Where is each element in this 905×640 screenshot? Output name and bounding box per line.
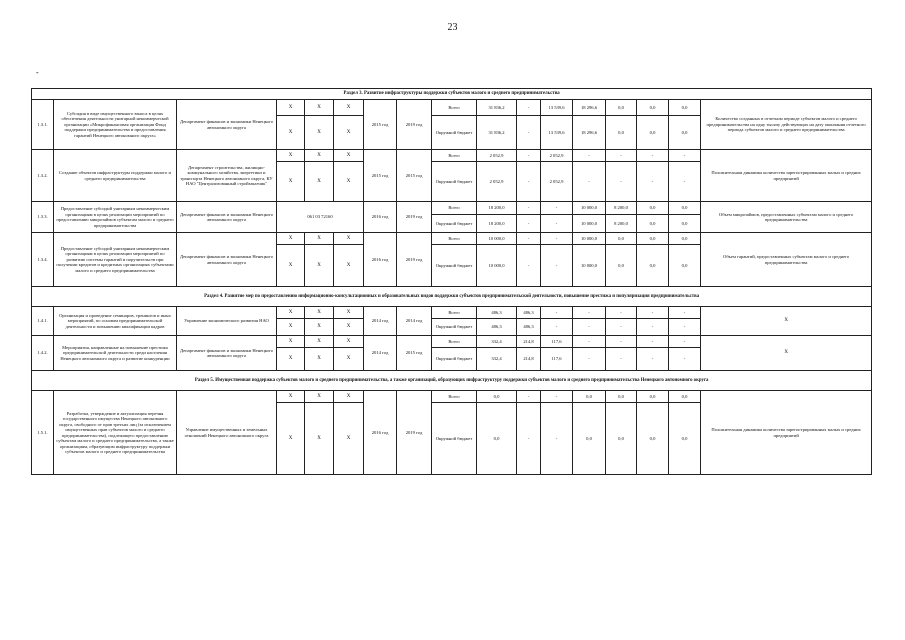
- value-cell: 10 000,0: [477, 233, 517, 245]
- value-cell: -: [606, 307, 637, 319]
- table-row: [32, 233, 872, 245]
- value-cell: -: [573, 348, 606, 371]
- executor: Департамент финансов и экономики Ненецкого автономного округа: [177, 336, 277, 371]
- code-x: X: [305, 162, 334, 202]
- row-number: 1.3.2.: [32, 150, 54, 202]
- value-cell: 10 000,0: [477, 245, 517, 287]
- page-number: 23: [447, 22, 458, 33]
- code-x: X: [334, 233, 364, 245]
- activity-name: Мероприятия, направленные на повышение престижа предпринимательской деятельности среди населения Ненецкого автономного округа и развитие конкуренции: [54, 336, 177, 371]
- code-x: X: [334, 336, 364, 348]
- value-cell: 0,0: [606, 100, 637, 116]
- code-x: X: [305, 348, 334, 371]
- value-cell: 0,0: [606, 391, 637, 403]
- funding-source-total: Всего: [432, 150, 477, 162]
- row-number: 1.4.2.: [32, 336, 54, 371]
- value-cell: -: [669, 150, 701, 162]
- code-x: X: [334, 162, 364, 202]
- executor: Департамент финансов и экономики Ненецкого автономного округа: [177, 100, 277, 150]
- value-cell: 18 296,6: [573, 116, 606, 150]
- funding-source-total: Всего: [432, 391, 477, 403]
- code-x: X: [334, 403, 364, 475]
- expected-result: Объем гарантий, предоставленных субъектам малого и среднего предпринимательства: [701, 233, 872, 287]
- value-cell: -: [517, 202, 541, 215]
- value-cell: 0,0: [669, 202, 701, 215]
- value-cell: -: [669, 336, 701, 348]
- value-cell: 0,0: [606, 245, 637, 287]
- funding-source-total: Всего: [432, 202, 477, 215]
- value-cell: 332,4: [477, 336, 517, 348]
- value-cell: -: [573, 336, 606, 348]
- value-cell: 0,0: [637, 391, 669, 403]
- funding-source-budget: Окружной бюджет: [432, 215, 477, 233]
- code-x: X: [334, 307, 364, 319]
- value-cell: -: [606, 319, 637, 336]
- start-year: 2016 год: [364, 233, 397, 287]
- end-year: 2014 год: [397, 307, 432, 336]
- value-cell: 0,0: [669, 245, 701, 287]
- code-x: X: [334, 245, 364, 287]
- table-row: [32, 100, 872, 116]
- code-x: X: [334, 116, 364, 150]
- start-year: 2016 год: [364, 202, 397, 233]
- end-year: 2019 год: [397, 100, 432, 150]
- start-year: 2014 год: [364, 336, 397, 371]
- executor: Департамент финансов и экономики Ненецкого автономного округа: [177, 202, 277, 233]
- value-cell: 486,3: [477, 319, 517, 336]
- value-cell: 2 052,9: [477, 150, 517, 162]
- code-x: X: [277, 336, 305, 348]
- code-x: X: [277, 245, 305, 287]
- funding-source-total: Всего: [432, 100, 477, 116]
- row-number: 1.3.4.: [32, 233, 54, 287]
- value-cell: -: [517, 116, 541, 150]
- value-cell: 214,8: [517, 336, 541, 348]
- end-year: 2015 год: [397, 150, 432, 202]
- budget-code: 061 03 72160: [277, 202, 364, 233]
- activity-name: Создание объектов инфраструктуры поддержки малого и среднего предпринимательства: [54, 150, 177, 202]
- funding-source-budget: Окружной бюджет: [432, 245, 477, 287]
- value-cell: -: [517, 215, 541, 233]
- value-cell: -: [669, 319, 701, 336]
- code-x: X: [277, 391, 305, 403]
- table-row: [32, 336, 872, 348]
- table-row: [32, 391, 872, 403]
- value-cell: 0,0: [669, 215, 701, 233]
- code-x: X: [305, 245, 334, 287]
- code-x: X: [277, 150, 305, 162]
- end-year: 2019 год: [397, 202, 432, 233]
- table-row: [32, 307, 872, 319]
- value-cell: 0,0: [669, 116, 701, 150]
- value-cell: -: [637, 348, 669, 371]
- code-x: X: [305, 403, 334, 475]
- funding-source-budget: Окружной бюджет: [432, 319, 477, 336]
- code-x: X: [305, 391, 334, 403]
- value-cell: 0,0: [606, 116, 637, 150]
- start-year: 2015 год: [364, 100, 397, 150]
- value-cell: -: [541, 215, 573, 233]
- row-number: 1.4.1.: [32, 307, 54, 336]
- value-cell: -: [669, 348, 701, 371]
- value-cell: -: [517, 245, 541, 287]
- code-x: X: [334, 348, 364, 371]
- executor: Управление имущественных и земельных отношений Ненецкого автономного округа: [177, 391, 277, 475]
- executor: Департамент строительства, жилищно-коммунального хозяйства, энергетики и транспорта Ненецкого автономного округа, КУ НАО "Централизованный стройзаказчик": [177, 150, 277, 202]
- value-cell: 31 836,2: [477, 116, 517, 150]
- code-x: X: [277, 348, 305, 371]
- value-cell: 0,0: [637, 116, 669, 150]
- value-cell: -: [669, 307, 701, 319]
- start-year: 2016 год: [364, 391, 397, 475]
- value-cell: 0,0: [573, 403, 606, 475]
- code-x: X: [277, 233, 305, 245]
- value-cell: 0,0: [606, 403, 637, 475]
- value-cell: -: [541, 391, 573, 403]
- table-row: [32, 202, 872, 215]
- table-row: [32, 150, 872, 162]
- value-cell: -: [573, 150, 606, 162]
- end-year: 2019 год: [397, 391, 432, 475]
- row-number: 1.3.3.: [32, 202, 54, 233]
- expected-result: X: [701, 336, 872, 371]
- value-cell: -: [541, 319, 573, 336]
- value-cell: -: [517, 391, 541, 403]
- value-cell: 0,0: [669, 233, 701, 245]
- value-cell: -: [517, 100, 541, 116]
- value-cell: 2 052,9: [541, 162, 573, 202]
- value-cell: 10 000,0: [573, 215, 606, 233]
- value-cell: 0,0: [477, 403, 517, 475]
- value-cell: 0,0: [606, 233, 637, 245]
- end-year: 2015 год: [397, 336, 432, 371]
- value-cell: 10 000,0: [573, 245, 606, 287]
- section-5-title: Раздел 5. Имущественная поддержка субъектов малого и среднего предпринимательства, а также организаций, образующих инфраструктуру поддержки субъектов малого и среднего предпринимательства Ненецкого автономного округа: [32, 371, 872, 391]
- section-4-title: Раздел 4. Развитие мер по предоставлению информационно-консультационных и образовательных видов поддержки субъектов предпринимательской деятельности, повышение престижа и популяризация предпринимательства: [32, 287, 872, 307]
- activity-name: Субсидия в виде имущественного взноса в целях обеспечения деятельности унитарной некоммерческой организации «Микрофинансовая организация Фонд поддержки предпринимательства и предоставления гарантий Ненецкого автономного округа»: [54, 100, 177, 150]
- value-cell: 0,0: [669, 100, 701, 116]
- code-x: X: [334, 100, 364, 116]
- value-cell: 13 539,6: [541, 100, 573, 116]
- funding-source-total: Всего: [432, 307, 477, 319]
- value-cell: 8 200,0: [606, 215, 637, 233]
- value-cell: -: [517, 233, 541, 245]
- value-cell: 0,0: [637, 100, 669, 116]
- value-cell: 18 200,0: [477, 202, 517, 215]
- value-cell: 18 200,0: [477, 215, 517, 233]
- value-cell: 0,0: [669, 403, 701, 475]
- code-x: X: [334, 319, 364, 336]
- value-cell: -: [669, 162, 701, 202]
- value-cell: 0,0: [637, 215, 669, 233]
- code-x: X: [277, 116, 305, 150]
- value-cell: -: [573, 162, 606, 202]
- funding-source-budget: Окружной бюджет: [432, 162, 477, 202]
- value-cell: 214,8: [517, 348, 541, 371]
- expected-result: X: [701, 307, 872, 336]
- value-cell: 0,0: [637, 202, 669, 215]
- value-cell: 0,0: [477, 391, 517, 403]
- expected-result: Положительная динамика количества зарегистрированных малых и средних предприятий: [701, 391, 872, 475]
- value-cell: -: [606, 150, 637, 162]
- value-cell: -: [637, 307, 669, 319]
- code-x: X: [277, 403, 305, 475]
- value-cell: 117,6: [541, 336, 573, 348]
- value-cell: 486,3: [517, 307, 541, 319]
- value-cell: -: [606, 336, 637, 348]
- value-cell: -: [637, 336, 669, 348]
- value-cell: 332,4: [477, 348, 517, 371]
- value-cell: -: [637, 150, 669, 162]
- section-3-title: Раздел 3. Развитие инфраструктуры поддержки субъектов малого и среднего предпринимательства: [32, 89, 872, 100]
- value-cell: -: [541, 245, 573, 287]
- activity-name: Предоставление субсидий унитарным некоммерческим организациям в целях реализации мероприятий по предоставлению микрозаймов субъектам малого и среднего предпринимательства: [54, 202, 177, 233]
- value-cell: 8 200,0: [606, 202, 637, 215]
- value-cell: -: [637, 319, 669, 336]
- expected-result: Количество созданных в отчетном периоде субъектов малого и среднего предпринимательства на одну тысячу действующих на дату окончания отчетного периода субъектов малого и среднего предпринимательства: [701, 100, 872, 150]
- code-x: X: [277, 162, 305, 202]
- value-cell: 13 539,6: [541, 116, 573, 150]
- executor: Управление экономического развития НАО: [177, 307, 277, 336]
- value-cell: -: [541, 202, 573, 215]
- start-year: 2014 год: [364, 307, 397, 336]
- value-cell: 0,0: [573, 391, 606, 403]
- value-cell: 18 296,6: [573, 100, 606, 116]
- funding-source-budget: Окружной бюджет: [432, 403, 477, 475]
- executor: Департамент финансов и экономики Ненецкого автономного округа: [177, 233, 277, 287]
- section-row: [32, 89, 872, 100]
- value-cell: -: [606, 162, 637, 202]
- code-x: X: [305, 319, 334, 336]
- row-number: 1.3.1.: [32, 100, 54, 150]
- expected-result: Объем микрозаймов, предоставленных субъектам малого и среднего предпринимательства: [701, 202, 872, 233]
- code-x: X: [334, 150, 364, 162]
- code-x: X: [305, 307, 334, 319]
- program-activities-table: [31, 88, 872, 475]
- funding-source-total: Всего: [432, 233, 477, 245]
- activity-name: Предоставление субсидий унитарным некоммерческим организациям в целях реализации мероприятий по развитию системы гарантий и поручительств при получении кредитов и кредитных организациях субъектами малого и среднего предпринимательства: [54, 233, 177, 287]
- start-year: 2015 год: [364, 150, 397, 202]
- value-cell: -: [637, 162, 669, 202]
- code-x: X: [277, 100, 305, 116]
- code-x: X: [305, 116, 334, 150]
- funding-source-budget: Окружной бюджет: [432, 348, 477, 371]
- code-x: X: [277, 307, 305, 319]
- code-x: X: [305, 150, 334, 162]
- value-cell: 117,6: [541, 348, 573, 371]
- value-cell: 2 052,9: [541, 150, 573, 162]
- value-cell: 0,0: [669, 391, 701, 403]
- activity-name: Разработка, утверждение и актуализация перечня государственного имущества Ненецкого автономного округа, свободного от прав третьих лиц (за исключением имущественных прав субъектов малого и среднего предпринимательства), подлежащего предоставлению субъектам малого и среднего предпринимательства, а также организациям, образующим инфраструктуру поддержки субъектов малого и среднего предпринимательства: [54, 391, 177, 475]
- code-x: X: [305, 100, 334, 116]
- code-x: X: [305, 336, 334, 348]
- code-x: X: [277, 319, 305, 336]
- value-cell: 10 000,0: [573, 202, 606, 215]
- value-cell: 2 052,9: [477, 162, 517, 202]
- section-row: [32, 371, 872, 391]
- section-row: [32, 287, 872, 307]
- row-number: 1.5.1.: [32, 391, 54, 475]
- activity-name: Организация и проведение семинаров, тренингов и иных мероприятий, по основам предпринимательской деятельности и повышению квалификации кадров: [54, 307, 177, 336]
- value-cell: 31 836,2: [477, 100, 517, 116]
- value-cell: 486,3: [517, 319, 541, 336]
- value-cell: -: [541, 307, 573, 319]
- funding-source-total: Всего: [432, 336, 477, 348]
- value-cell: -: [541, 233, 573, 245]
- value-cell: 0,0: [637, 233, 669, 245]
- value-cell: 0,0: [637, 403, 669, 475]
- value-cell: 0,0: [637, 245, 669, 287]
- value-cell: -: [573, 319, 606, 336]
- value-cell: -: [517, 403, 541, 475]
- end-year: 2019 год: [397, 233, 432, 287]
- value-cell: -: [517, 162, 541, 202]
- page-dash: -: [36, 68, 39, 77]
- expected-result: Положительная динамика количества зарегистрированных малых и средних предприятий: [701, 150, 872, 202]
- value-cell: -: [541, 403, 573, 475]
- code-x: X: [305, 233, 334, 245]
- value-cell: -: [606, 348, 637, 371]
- value-cell: -: [573, 307, 606, 319]
- funding-source-budget: Окружной бюджет: [432, 116, 477, 150]
- code-x: X: [334, 391, 364, 403]
- value-cell: 486,3: [477, 307, 517, 319]
- value-cell: 10 000,0: [573, 233, 606, 245]
- value-cell: -: [517, 150, 541, 162]
